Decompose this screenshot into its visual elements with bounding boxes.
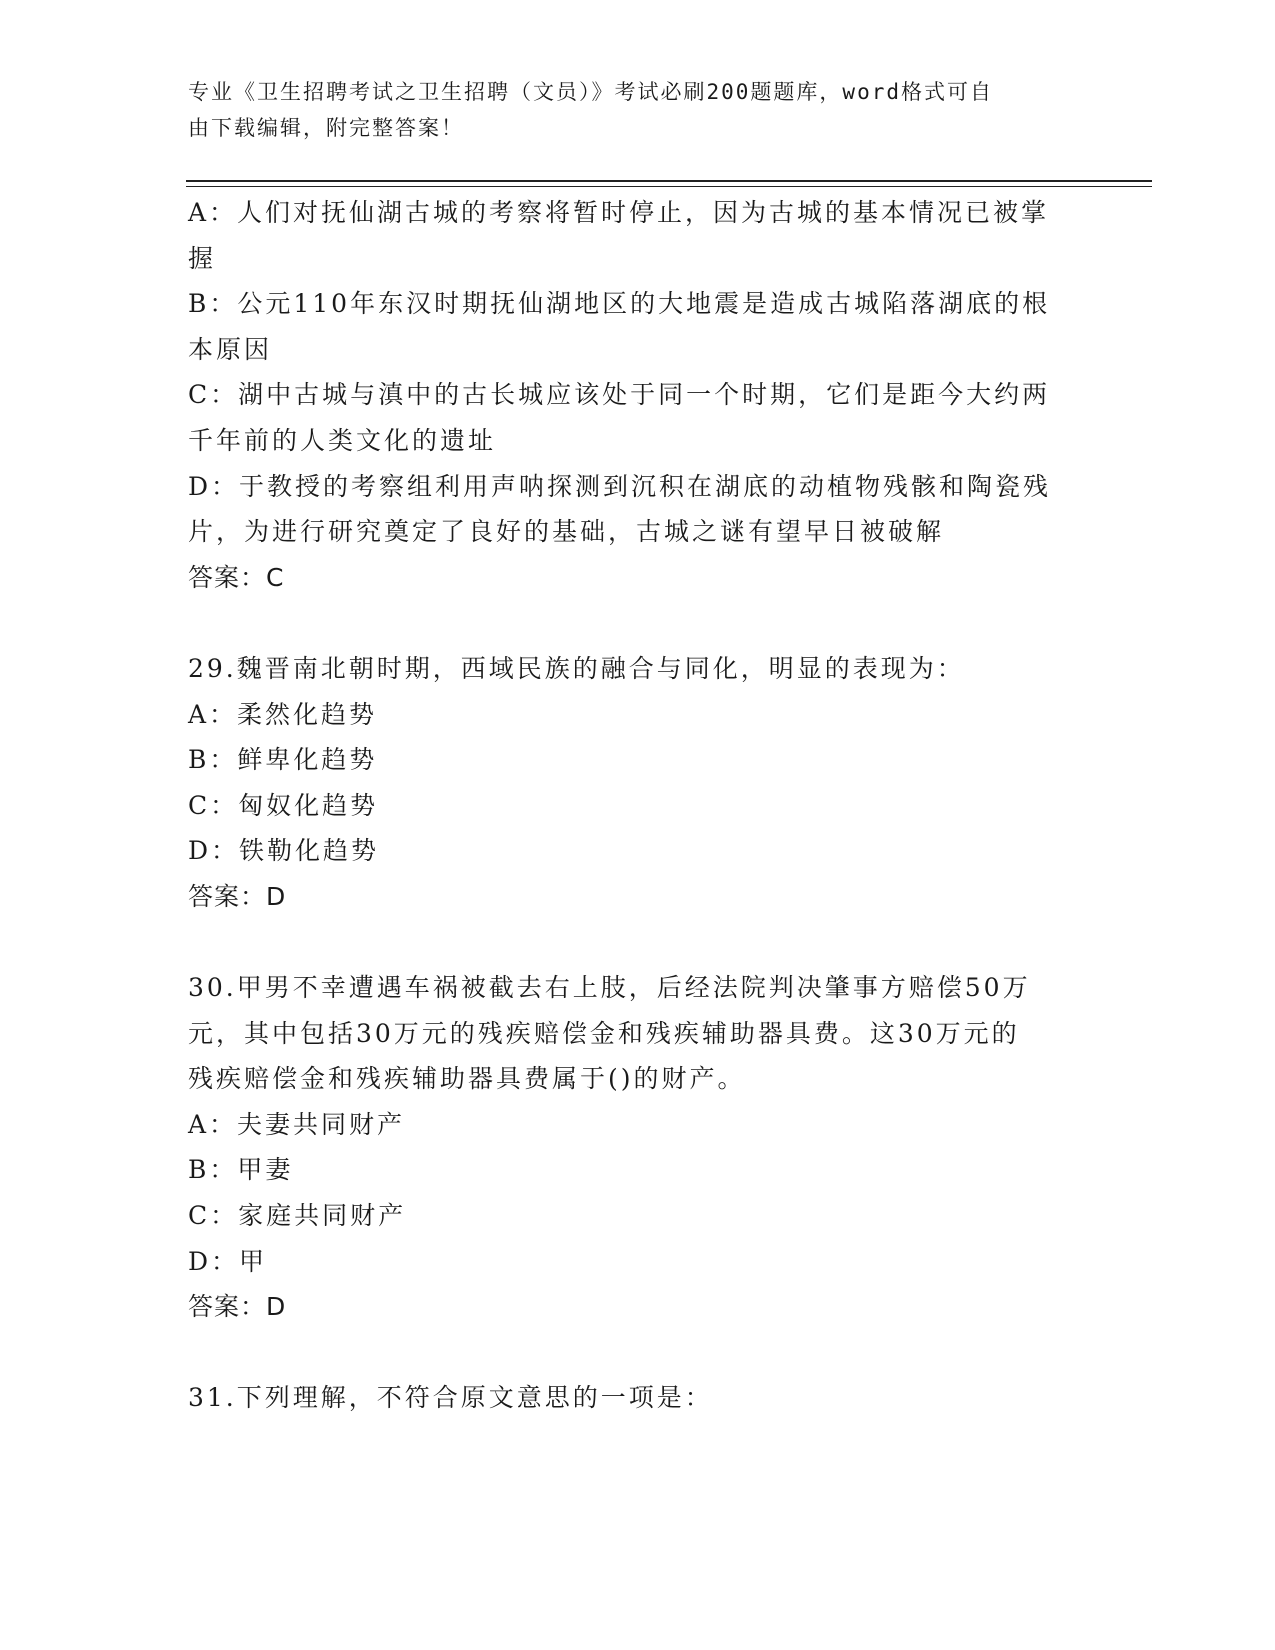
question-30 [188, 965, 1078, 1330]
option-c: C：家庭共同财产 [188, 1201, 407, 1231]
option-d: D：铁勒化趋势 [188, 836, 380, 866]
option-a: A：柔然化趋势 [188, 699, 378, 729]
question-31 [188, 1375, 1078, 1421]
option-b: B：鲜卑化趋势 [188, 745, 378, 775]
option-d-line-1: D：于教授的考察组利用声呐探测到沉积在湖底的动植物残骸和陶瓷残 [188, 471, 1052, 501]
question-30-title-line-2: 元，其中包括30万元的残疾赔偿金和残疾辅助器具费。这30万元的 [188, 1018, 1020, 1048]
question-30-title-line-1: 30.甲男不幸遭遇车祸被截去右上肢，后经法院判决肇事方赔偿50万 [188, 973, 1031, 1003]
spacer [188, 920, 1078, 966]
question-29 [188, 646, 1078, 920]
option-c-line-2: 千年前的人类文化的遗址 [188, 425, 497, 455]
option-c-line-1: C：湖中古城与滇中的古长城应该处于同一个时期，它们是距今大约两 [188, 380, 1051, 410]
option-b-line-2: 本原因 [188, 334, 273, 364]
answer-29: 答案：D [188, 881, 287, 911]
question-29-title: 29.魏晋南北朝时期，西域民族的融合与同化，明显的表现为： [188, 653, 965, 683]
header-line-1: 专业《卫生招聘考试之卫生招聘（文员）》考试必刷200题题库，word格式可自 [188, 80, 993, 104]
option-a-line-2: 握 [188, 243, 217, 273]
spacer [188, 600, 1078, 646]
answer-30: 答案：D [188, 1292, 287, 1322]
document-body [188, 190, 1078, 1421]
question-31-title: 31.下列理解，不符合原文意思的一项是： [188, 1383, 713, 1413]
header-rule-thick [186, 180, 1152, 182]
document-header [188, 74, 1068, 146]
spacer [188, 1330, 1078, 1376]
option-c: C：匈奴化趋势 [188, 790, 379, 820]
option-b-line-1: B：公元110年东汉时期抚仙湖地区的大地震是造成古城陷落湖底的根 [188, 289, 1051, 319]
header-rule-thin [186, 186, 1152, 187]
option-d: D：甲 [188, 1246, 268, 1276]
option-b: B：甲妻 [188, 1155, 294, 1185]
question-30-title-line-3: 残疾赔偿金和残疾辅助器具费属于()的财产。 [188, 1064, 746, 1094]
option-a: A：夫妻共同财产 [188, 1109, 406, 1139]
option-d-line-2: 片，为进行研究奠定了良好的基础，古城之谜有望早日被破解 [188, 517, 945, 547]
option-a-line-1: A：人们对抚仙湖古城的考察将暂时停止，因为古城的基本情况已被掌 [188, 198, 1050, 227]
header-line-2: 由下载编辑，附完整答案！ [188, 116, 464, 140]
question-28 [188, 190, 1078, 600]
answer-28: 答案：C [188, 562, 285, 592]
